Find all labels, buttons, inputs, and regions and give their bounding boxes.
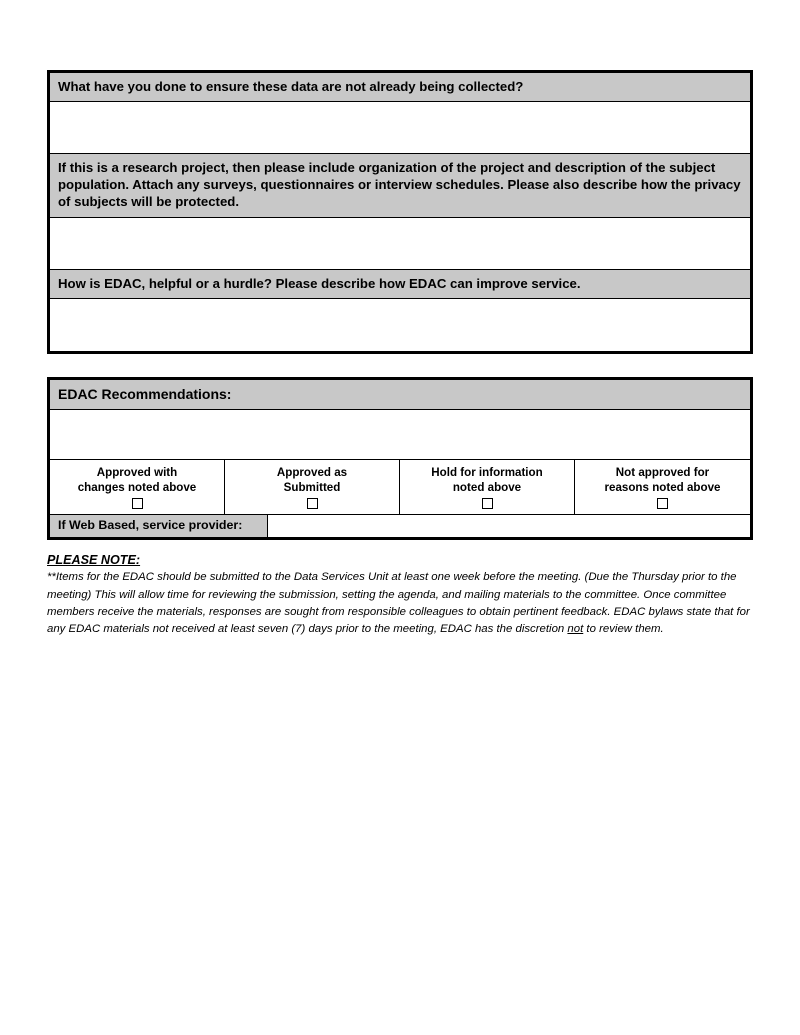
edac-recommendations-table xyxy=(47,377,753,540)
recommendations-title: EDAC Recommendations: xyxy=(50,380,750,410)
web-based-provider-row xyxy=(50,515,750,537)
recommendation-option-approved-with-changes[interactable] xyxy=(50,460,225,514)
please-note-block xyxy=(47,552,753,639)
option-label-line1: Approved as xyxy=(276,466,348,480)
note-body-emphasis: not xyxy=(567,623,584,636)
option-label-line1: Not approved for xyxy=(615,466,710,480)
option-label-line2: noted above xyxy=(452,480,522,494)
checkbox-approved-with-changes[interactable] xyxy=(132,498,143,509)
question-prompt-3: How is EDAC, helpful or a hurdle? Please describe how EDAC can improve service. xyxy=(50,270,750,299)
checkbox-approved-as-submitted[interactable] xyxy=(307,498,318,509)
recommendation-option-approved-as-submitted[interactable] xyxy=(225,460,400,514)
questions-table xyxy=(47,70,753,354)
please-note-body xyxy=(47,569,753,638)
note-body-part1: **Items for the EDAC should be submitted to the Data Services Unit at least one week before the meeting. (Due the Thursday prior to the meeting) This will allow time for reviewing the submission, setting the agenda, and mailing materials to the committee. Once committee members receive the materials, responses are sought from responsible colleagues to obtain pertinent feedback. EDAC bylaws state that for any EDAC materials not received at least seven (7) days prior to the meeting, EDAC has the discretion xyxy=(47,571,750,636)
option-label-line1: Approved with xyxy=(96,466,178,480)
question-answer-field-1[interactable] xyxy=(50,102,750,154)
option-label-line1: Hold for information xyxy=(431,466,543,480)
question-block-3 xyxy=(50,270,750,351)
recommendation-options-row xyxy=(50,460,750,515)
checkbox-not-approved[interactable] xyxy=(657,498,668,509)
please-note-title: PLEASE NOTE: xyxy=(47,553,141,567)
question-answer-field-3[interactable] xyxy=(50,299,750,351)
question-block-1 xyxy=(50,73,750,154)
option-label-line2: Submitted xyxy=(283,480,341,494)
question-prompt-2: If this is a research project, then please include organization of the project and description of the subject population. Attach any surveys, questionnaires or interview schedules. Please also describe how the privacy of subjects will be protected. xyxy=(50,154,750,217)
recommendations-notes-field[interactable] xyxy=(50,410,750,460)
web-based-provider-input[interactable] xyxy=(268,515,750,537)
question-prompt-1: What have you done to ensure these data are not already being collected? xyxy=(50,73,750,102)
checkbox-hold-for-information[interactable] xyxy=(482,498,493,509)
question-block-2 xyxy=(50,154,750,269)
option-label-line2: reasons noted above xyxy=(604,480,721,494)
option-label-line2: changes noted above xyxy=(77,480,197,494)
web-based-provider-label: If Web Based, service provider: xyxy=(50,515,268,537)
question-answer-field-2[interactable] xyxy=(50,218,750,270)
recommendation-option-not-approved[interactable] xyxy=(575,460,750,514)
note-body-part2: to review them. xyxy=(583,623,664,636)
recommendation-option-hold-for-information[interactable] xyxy=(400,460,575,514)
